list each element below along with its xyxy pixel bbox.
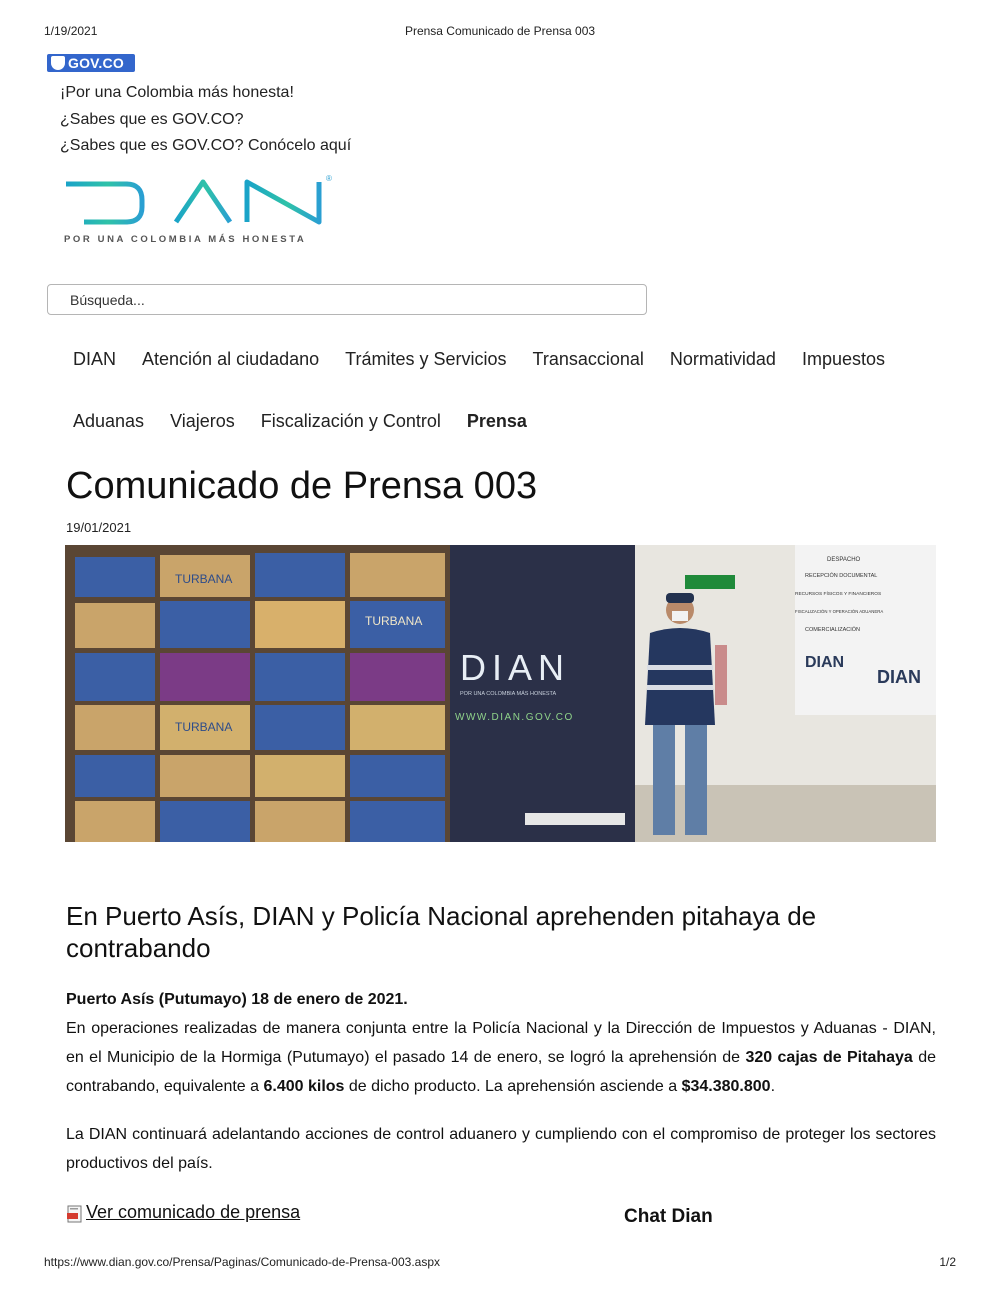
sign-fiscalizacion: FISCALIZACIÓN Y OPERACIÓN ADUANERA xyxy=(795,609,884,614)
print-page-number: 1/2 xyxy=(939,1255,956,1269)
article-paragraph-2: La DIAN continuará adelantando acciones de control aduanero y cumpliendo con el compromiso de proteger los sectores productivos del país. xyxy=(66,1126,936,1172)
banner-url: WWW.DIAN.GOV.CO xyxy=(455,712,574,723)
article-headline: En Puerto Asís, DIAN y Policía Nacional aprehenden pitahaya de contrabando xyxy=(66,901,817,963)
print-date: 1/19/2021 xyxy=(44,24,98,38)
article-photo xyxy=(65,545,936,842)
dian-logo[interactable] xyxy=(64,172,339,250)
gov-co-links xyxy=(60,80,351,160)
nav-aduanas[interactable]: Aduanas xyxy=(73,411,145,431)
main-nav-row-1 xyxy=(73,349,885,370)
download-press-release xyxy=(66,1202,300,1223)
p1-kilos: 6.400 kilos xyxy=(263,1078,345,1095)
p1-boxes: 320 cajas de Pitahaya xyxy=(745,1049,913,1066)
nav-transaccional[interactable]: Transaccional xyxy=(532,349,644,369)
wall-dian-logo-2: DIAN xyxy=(877,667,921,687)
dian-banner xyxy=(450,545,635,842)
print-header xyxy=(44,24,956,40)
p1-text-1: En operaciones realizadas de manera conjunta entre la Policía Nacional y la Dirección de Impuestos y Aduanas - DIAN, en el Municipio de la Hormiga (Putumayo) el pasado 14 de enero, se logró la aprehensión de xyxy=(66,1020,936,1066)
press-release-link[interactable]: Ver comunicado de prensa xyxy=(86,1202,301,1222)
print-title: Prensa Comunicado de Prensa 003 xyxy=(404,24,596,38)
article-paragraph-1 xyxy=(66,985,936,1101)
p1-text-3: de dicho producto. La aprehensión asciende a xyxy=(344,1078,682,1095)
print-footer xyxy=(44,1255,956,1269)
nav-viajeros[interactable]: Viajeros xyxy=(170,411,235,431)
gov-slogan: ¡Por una Colombia más honesta! xyxy=(60,84,294,101)
logo-tagline: POR UNA COLOMBIA MÁS HONESTA xyxy=(64,234,307,245)
search-box[interactable] xyxy=(47,284,647,315)
gov-co-label: GOV.CO xyxy=(68,55,124,71)
nav-fiscalizacion-control[interactable]: Fiscalización y Control xyxy=(260,411,441,431)
publish-date: 19/01/2021 xyxy=(66,520,132,535)
gov-learn-more-link[interactable]: ¿Sabes que es GOV.CO? Conócelo aquí xyxy=(60,137,352,154)
nav-dian[interactable]: DIAN xyxy=(73,349,117,369)
search-input[interactable] xyxy=(68,291,632,309)
nav-impuestos[interactable]: Impuestos xyxy=(801,349,885,369)
gov-co-badge[interactable] xyxy=(47,54,135,72)
wall-dian-logo-1: DIAN xyxy=(805,654,845,671)
chat-dian-button[interactable]: Chat Dian xyxy=(624,1206,713,1227)
page-title: Comunicado de Prensa 003 xyxy=(66,465,538,507)
logo-registered: ® xyxy=(326,174,332,183)
nav-tramites-servicios[interactable]: Trámites y Servicios xyxy=(345,349,507,369)
box-brand-1: TURBANA xyxy=(175,572,233,586)
nav-normatividad[interactable]: Normatividad xyxy=(669,349,776,369)
p1-amount: $34.380.800 xyxy=(681,1078,771,1095)
banner-tagline: POR UNA COLOMBIA MÁS HONESTA xyxy=(460,691,557,697)
box-brand-3: TURBANA xyxy=(365,614,423,628)
pdf-file-icon xyxy=(66,1205,84,1223)
colombia-shield-icon xyxy=(51,56,65,70)
p1-text-2: de contrabando, equivalente a xyxy=(66,1049,937,1095)
fruit-boxes xyxy=(65,545,450,842)
sign-recursos: RECURSOS FÍSICOS Y FINANCIEROS xyxy=(795,592,882,597)
print-url: https://www.dian.gov.co/Prensa/Paginas/Comunicado-de-Prensa-003.aspx xyxy=(44,1255,440,1269)
nav-prensa[interactable]: Prensa xyxy=(466,411,527,431)
banner-logo: DIAN xyxy=(460,647,571,688)
article-lead: Puerto Asís (Putumayo) 18 de enero de 2021. xyxy=(66,991,408,1008)
gov-question-link[interactable]: ¿Sabes que es GOV.CO? xyxy=(60,110,244,128)
sign-comercializacion: COMERCIALIZACIÓN xyxy=(805,627,861,633)
p1-text-4: . xyxy=(770,1078,776,1095)
box-brand-2: TURBANA xyxy=(175,720,233,734)
sign-despacho: DESPACHO xyxy=(827,557,861,563)
main-nav-row-2 xyxy=(73,411,527,432)
sign-recepcion: RECEPCIÓN DOCUMENTAL xyxy=(805,573,878,579)
nav-atencion-ciudadano[interactable]: Atención al ciudadano xyxy=(142,349,320,369)
